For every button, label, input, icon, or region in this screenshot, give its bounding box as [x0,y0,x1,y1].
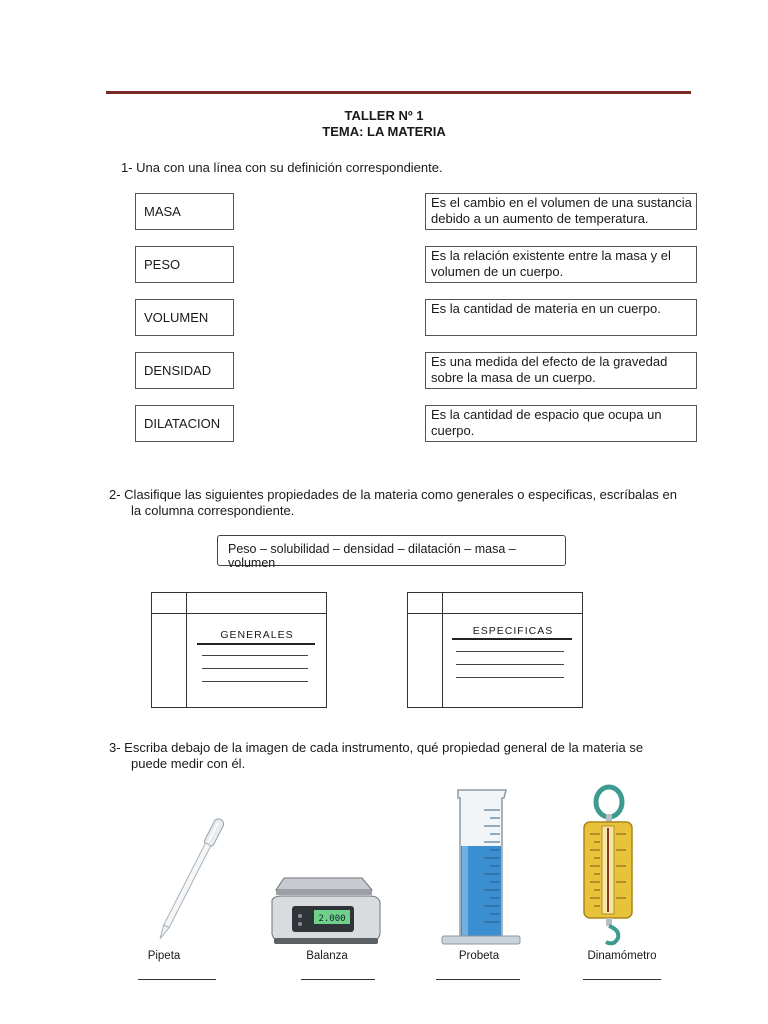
answer-line[interactable] [202,668,308,669]
answer-line[interactable] [202,681,308,682]
definition-box-1: Es el cambio en el volumen de una sustancia debido a un aumento de temperatura. [425,193,697,230]
term-box-volumen: VOLUMEN [135,299,234,336]
graduated-cylinder-image [440,788,522,948]
worksheet-title: TALLER Nº 1 [344,108,424,123]
question-3-prompt-line1: 3- Escriba debajo de la imagen de cada instrumento, qué propiedad general de la materia se [109,740,644,755]
properties-box: Peso – solubilidad – densidad – dilatación – masa – volumen [217,535,566,566]
instrument-label-dinamometro: Dinamómetro [587,950,657,962]
header-underline [197,643,315,645]
pipette-image [140,812,240,948]
term-box-densidad: DENSIDAD [135,352,234,389]
answer-line[interactable] [202,655,308,656]
term-box-masa: MASA [135,193,234,230]
answer-line-probeta[interactable] [436,979,520,980]
question-3-prompt-line2: puede medir con él. [131,756,246,771]
definition-box-3: Es la cantidad de materia en un cuerpo. [425,299,697,336]
answer-line[interactable] [456,651,564,652]
definition-box-5: Es la cantidad de espacio que ocupa un cuerpo. [425,405,697,442]
answer-line-balanza[interactable] [301,979,375,980]
definition-box-2: Es la relación existente entre la masa y el volumen de un cuerpo. [425,246,697,283]
dynamometer-image [576,784,638,948]
answer-line[interactable] [456,677,564,678]
scale-display-text: 2.000 [318,914,346,924]
especificas-header: ESPECIFICAS [472,625,554,637]
especificas-table [407,592,583,708]
question-2-prompt-line1: 2- Clasifique las siguientes propiedades de la materia como generales o especificas, escríbalas en [109,487,677,502]
term-box-dilatacion: DILATACION [135,405,234,442]
balance-image [270,872,382,948]
question-2-prompt-line2: la columna correspondiente. [131,503,295,518]
header-rule [106,91,691,94]
worksheet-topic: TEMA: LA MATERIA [322,124,446,139]
answer-line[interactable] [456,664,564,665]
definition-box-4: Es una medida del efecto de la gravedad sobre la masa de un cuerpo. [425,352,697,389]
term-box-peso: PESO [135,246,234,283]
question-1-prompt: 1- Una con una línea con su definición correspondiente. [121,160,443,175]
instrument-label-pipeta: Pipeta [147,950,181,962]
instrument-label-probeta: Probeta [458,950,500,962]
answer-line-dinamometro[interactable] [583,979,661,980]
answer-line-pipeta[interactable] [138,979,216,980]
generales-table [151,592,327,708]
header-underline [452,638,572,640]
instrument-label-balanza: Balanza [306,950,348,962]
generales-header: GENERALES [220,629,294,641]
